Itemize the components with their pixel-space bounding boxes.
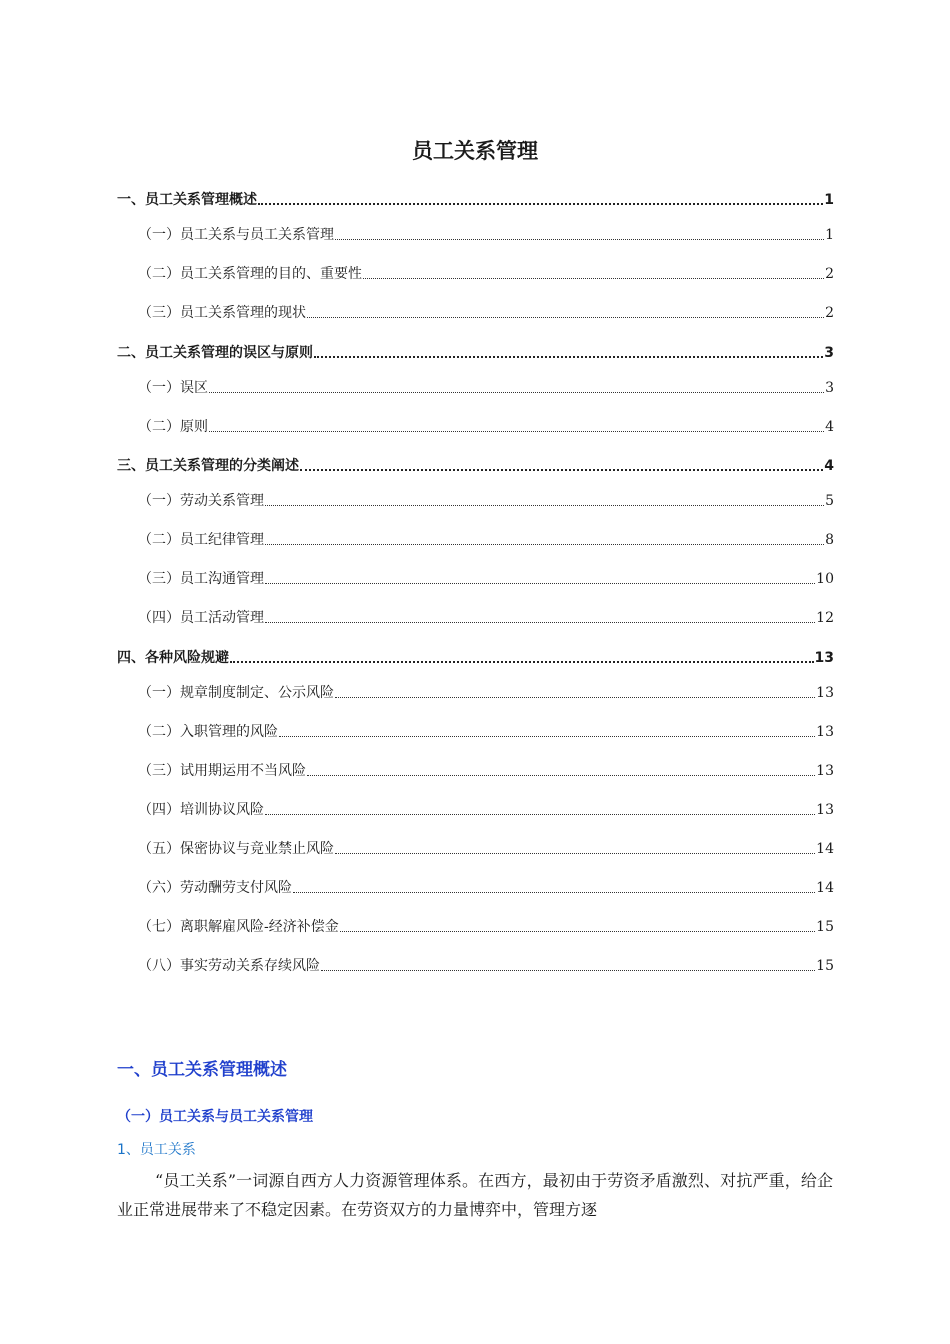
document-title: 员工关系管理	[412, 139, 538, 163]
toc-page-number: 3	[825, 380, 834, 396]
toc-page-number: 10	[816, 571, 834, 587]
toc-entry[interactable]	[138, 261, 834, 283]
toc-page-number: 3	[824, 345, 834, 361]
toc-page-number: 13	[816, 685, 834, 701]
toc-entry[interactable]	[138, 719, 834, 741]
toc-entry-text: 四、各种风险规避	[117, 650, 229, 666]
toc-page-number: 4	[825, 419, 834, 435]
toc-entry[interactable]	[138, 797, 834, 819]
toc-leader-dots	[335, 238, 824, 240]
toc-entry-text: （四）培训协议风险	[138, 802, 264, 818]
toc-leader-dots	[265, 543, 824, 545]
toc-entry[interactable]	[138, 566, 834, 588]
toc-leader-dots	[265, 813, 815, 815]
toc-page-number: 5	[825, 493, 834, 509]
toc-entry-text: （八）事实劳动关系存续风险	[138, 958, 320, 974]
toc-leader-dots	[209, 391, 824, 393]
toc-leader-dots	[265, 504, 824, 506]
toc-entry-text: （三）员工关系管理的现状	[138, 305, 306, 321]
section-heading: 一、员工关系管理概述	[117, 1060, 287, 1080]
toc-entry-text: （三）试用期运用不当风险	[138, 763, 306, 779]
toc-page-number: 13	[816, 724, 834, 740]
toc-leader-dots	[307, 774, 815, 776]
toc-leader-dots	[265, 621, 815, 623]
toc-page-number: 2	[825, 305, 834, 321]
toc-entry-text: （一）规章制度制定、公示风险	[138, 685, 334, 701]
toc-entry[interactable]	[117, 645, 834, 667]
toc-page-number: 13	[816, 802, 834, 818]
toc-page-number: 15	[816, 919, 834, 935]
toc-page-number: 15	[816, 958, 834, 974]
toc-entry-text: （二）入职管理的风险	[138, 724, 278, 740]
toc-entry-text: （三）员工沟通管理	[138, 571, 264, 587]
toc-page-number: 1	[825, 227, 834, 243]
toc-entry-text: 一、员工关系管理概述	[117, 192, 257, 208]
toc-entry[interactable]	[138, 222, 834, 244]
toc-entry[interactable]	[117, 453, 834, 475]
toc-page-number: 2	[825, 266, 834, 282]
toc-leader-dots	[230, 660, 814, 663]
toc-leader-dots	[293, 891, 815, 893]
toc-page-number: 14	[816, 841, 834, 857]
toc-entry[interactable]	[138, 914, 834, 936]
toc-entry[interactable]	[117, 187, 834, 209]
toc-entry-text: 三、员工关系管理的分类阐述	[117, 458, 299, 474]
toc-leader-dots	[279, 735, 815, 737]
toc-page-number: 1	[824, 192, 834, 208]
toc-entry[interactable]	[138, 875, 834, 897]
body-paragraph: “员工关系”一词源自西方人力资源管理体系。在西方，最初由于劳资矛盾激烈、对抗严重，给企业正常进展带来了不稳定因素。在劳资双方的力量博弈中，管理方逐	[117, 1171, 833, 1219]
toc-leader-dots	[314, 355, 823, 358]
toc-entry-text: （一）员工关系与员工关系管理	[138, 227, 334, 243]
toc-leader-dots	[300, 468, 823, 471]
toc-page-number: 12	[816, 610, 834, 626]
toc-entry[interactable]	[138, 953, 834, 975]
toc-entry-text: （二）员工纪律管理	[138, 532, 264, 548]
toc-page-number: 14	[816, 880, 834, 896]
toc-leader-dots	[321, 969, 815, 971]
toc-entry[interactable]	[138, 488, 834, 510]
toc-leader-dots	[335, 696, 815, 698]
sub-subsection-heading: 1、员工关系	[117, 1142, 196, 1158]
toc-page-number: 13	[816, 763, 834, 779]
toc-entry-text: （七）离职解雇风险-经济补偿金	[138, 919, 339, 935]
toc-leader-dots	[258, 202, 823, 205]
toc-entry-text: 二、员工关系管理的误区与原则	[117, 345, 313, 361]
toc-entry[interactable]	[138, 680, 834, 702]
toc-entry-text: （四）员工活动管理	[138, 610, 264, 626]
toc-entry[interactable]	[138, 758, 834, 780]
toc-entry[interactable]	[138, 527, 834, 549]
toc-entry[interactable]	[138, 836, 834, 858]
toc-leader-dots	[209, 430, 824, 432]
toc-entry-text: （二）原则	[138, 419, 208, 435]
toc-leader-dots	[340, 930, 815, 932]
toc-leader-dots	[335, 852, 815, 854]
toc-entry[interactable]	[138, 414, 834, 436]
toc-entry-text: （一）误区	[138, 380, 208, 396]
subsection-heading: （一）员工关系与员工关系管理	[117, 1109, 313, 1125]
toc-leader-dots	[307, 316, 824, 318]
toc-entry[interactable]	[117, 340, 834, 362]
toc-entry-text: （六）劳动酬劳支付风险	[138, 880, 292, 896]
toc-entry-text: （二）员工关系管理的目的、重要性	[138, 266, 362, 282]
toc-entry[interactable]	[138, 375, 834, 397]
toc-entry[interactable]	[138, 605, 834, 627]
toc-entry[interactable]	[138, 300, 834, 322]
toc-entry-text: （五）保密协议与竞业禁止风险	[138, 841, 334, 857]
toc-page-number: 8	[825, 532, 834, 548]
toc-page-number: 4	[824, 458, 834, 474]
toc-entry-text: （一）劳动关系管理	[138, 493, 264, 509]
toc-page-number: 13	[814, 650, 834, 666]
toc-leader-dots	[363, 277, 824, 279]
toc-leader-dots	[265, 582, 815, 584]
